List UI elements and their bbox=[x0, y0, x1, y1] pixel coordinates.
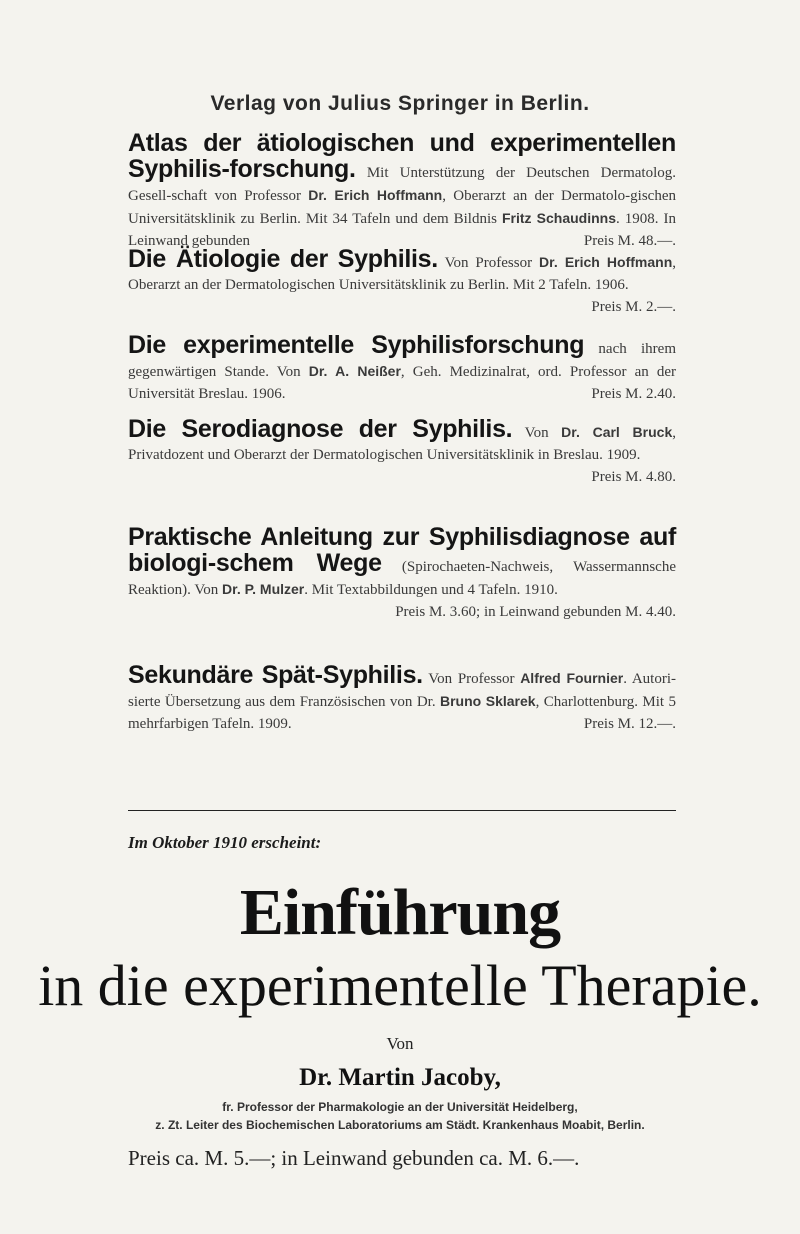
book-subtitle: in die experimentelle Therapie. bbox=[38, 953, 762, 1018]
entry-author: Alfred Fournier bbox=[520, 670, 624, 686]
entry-text: , Oberarzt an der Dermatolo-gischen Universitätsklinik zu Berlin. Mit 34 Tafeln und dem Bildnis bbox=[128, 188, 676, 227]
entry-title: Die experimentelle Syphilisforschung bbox=[128, 331, 585, 359]
entry-text: . Autori-sierte Übersetzung aus dem Französischen von Dr. bbox=[128, 671, 677, 710]
book-title: Einführung bbox=[239, 876, 561, 949]
entry-title: Die Ätiologie der Syphilis. bbox=[128, 245, 438, 273]
catalog-entry bbox=[128, 129, 677, 252]
entry-text: , Geh. Medizinalrat, ord. Professor an der Universität Breslau. 1906. bbox=[128, 364, 676, 402]
entry-title: Praktische Anleitung zur Syphilisdiagnose auf biologi-schem Wege bbox=[128, 523, 676, 577]
entry-price: Preis M. 2.—. bbox=[591, 299, 676, 315]
entry-text: . Mit Textabbildungen und 4 Tafeln. 1910. bbox=[304, 582, 558, 598]
entry-author: Dr. A. Neißer bbox=[308, 363, 401, 379]
entry-author: Fritz Schaudinns bbox=[501, 210, 617, 226]
entry-text: , Privatdozent und Oberarzt der Dermatologischen Universitätsklinik in Breslau. 1909. bbox=[128, 425, 676, 463]
catalog-entry bbox=[128, 245, 676, 318]
entry-text: nach ihrem gegenwärtigen Stande. Von bbox=[128, 341, 676, 380]
catalog-entry bbox=[128, 661, 677, 735]
catalog-entry bbox=[128, 331, 676, 405]
entry-price: Preis M. 4.80. bbox=[591, 469, 676, 485]
entry-author: Bruno Sklarek bbox=[439, 693, 536, 709]
entry-price: Preis M. 3.60; in Leinwand gebunden M. 4.40. bbox=[395, 604, 676, 620]
entry-price: Preis M. 2.40. bbox=[591, 386, 676, 402]
author-affiliation: fr. Professor der Pharmakologie an der Universität Heidelberg, bbox=[222, 1100, 578, 1114]
entry-text: . 1908. In Leinwand gebunden bbox=[128, 211, 676, 249]
author-affiliation: z. Zt. Leiter des Biochemischen Laboratoriums am Städt. Krankenhaus Moabit, Berlin. bbox=[155, 1118, 645, 1132]
catalog-entry bbox=[128, 523, 676, 623]
entry-price: Preis M. 12.—. bbox=[583, 716, 676, 732]
entry-title: Sekundäre Spät-Syphilis. bbox=[128, 661, 423, 689]
entry-title: Atlas der ätiologischen und experimentellen Syphilis-forschung. bbox=[128, 129, 676, 183]
entry-author: Dr. P. Mulzer bbox=[222, 581, 305, 597]
entry-text: Von Professor bbox=[428, 671, 521, 687]
von-label: Von bbox=[386, 1034, 414, 1053]
entry-title: Die Serodiagnose der Syphilis. bbox=[128, 415, 513, 443]
entry-author: Dr. Erich Hoffmann bbox=[308, 187, 443, 203]
publisher-header: Verlag von Julius Springer in Berlin. bbox=[210, 92, 590, 115]
entry-text: (Spirochaeten-Nachweis, Wassermannsche Reaktion). Von bbox=[128, 559, 676, 598]
entry-text: , Oberarzt an der Dermatologischen Universitätsklinik zu Berlin. Mit 2 Tafeln. 1906. bbox=[128, 255, 676, 293]
entry-author: Dr. Carl Bruck bbox=[561, 424, 673, 440]
entry-text: Von bbox=[524, 425, 562, 441]
catalog-entry bbox=[128, 415, 676, 488]
announcement-text: Im Oktober 1910 erscheint: bbox=[128, 833, 322, 852]
book-price: Preis ca. M. 5.—; in Leinwand gebunden ca. M. 6.—. bbox=[128, 1146, 580, 1170]
entry-price: Preis M. 48.—. bbox=[583, 233, 676, 249]
entry-author: Dr. Erich Hoffmann bbox=[539, 254, 673, 270]
entry-text: Mit Unterstützung der Deutschen Dermatolog. Gesell-schaft von Professor bbox=[128, 165, 677, 204]
entry-text: , Charlottenburg. Mit 5 mehrfarbigen Tafeln. 1909. bbox=[128, 694, 676, 732]
divider bbox=[128, 810, 676, 811]
book-author: Dr. Martin Jacoby, bbox=[299, 1064, 501, 1091]
entry-text: Von Professor bbox=[444, 255, 540, 271]
